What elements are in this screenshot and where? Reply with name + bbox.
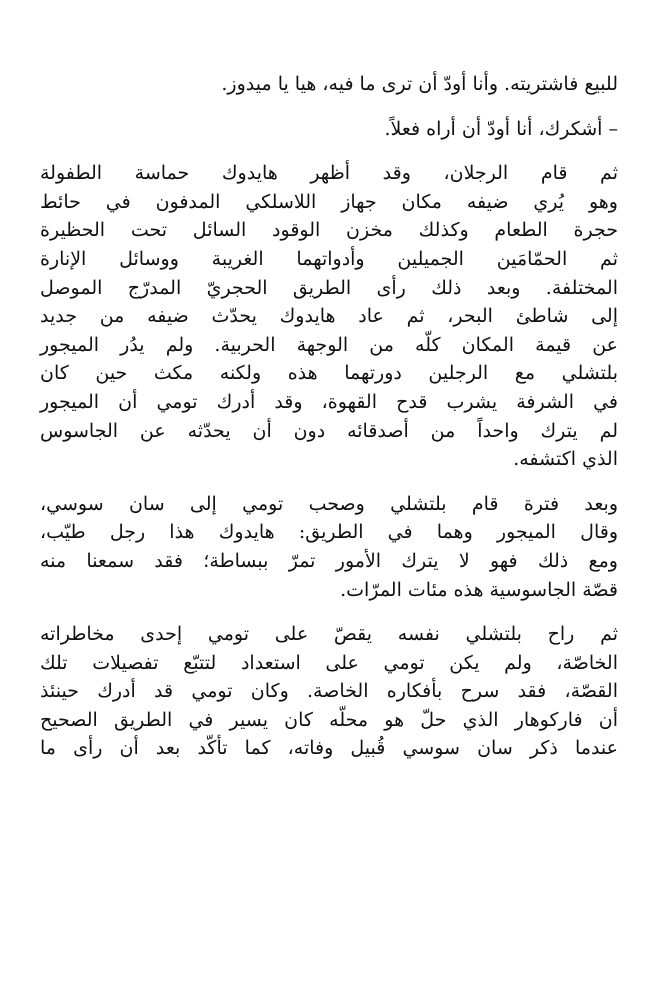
text-line: وبعد فترة قام بلتشلي وصحب تومي إلى سان سوسي، <box>40 492 618 515</box>
text-line: ثم راح بلتشلي نفسه يقصّ على تومي إحدى مخاطراته <box>40 623 618 646</box>
paragraph-dialogue <box>40 115 618 144</box>
text-line: الخاصّة، ولم يكن تومي على استعداد لتتبّع تفصيلات تلك <box>40 651 618 674</box>
text-line: للبيع فاشتريته. وأنا أودّ أن ترى ما فيه، هيا يا ميدوز. <box>221 73 618 95</box>
text-line: بلتشلي مع الرجلين دورتهما هذه ولكنه مكث حين كان <box>40 362 618 385</box>
text-line: المختلفة. وبعد ذلك رأى الطريق الحجريّ المدرّج الموصل <box>40 276 618 299</box>
paragraph-walk <box>40 490 618 604</box>
paragraph-story <box>40 620 618 763</box>
paragraph-opening <box>40 70 618 99</box>
text-line: أن فاركوهار الذي حلّ هو محلّه كان يسير في الطريق الصحيح <box>40 708 618 731</box>
text-line: وقال الميجور وهما في الطريق: هايدوك هذا رجل طيّب، <box>40 521 618 544</box>
text-line: إلى شاطئ البحر، ثم عاد هايدوك يحدّث ضيفه من جديد <box>40 305 618 328</box>
text-line: عن قيمة المكان كلّه من الوجهة الحربية. ولم يدُر الميجور <box>40 333 618 356</box>
paragraph-house-tour <box>40 159 618 474</box>
text-line: – أشكرك، أنا أودّ أن أراه فعلاً. <box>384 117 618 140</box>
text-line: ثم قام الرجلان، وقد أظهر هايدوك حماسة الطفولة <box>40 162 618 185</box>
text-line: الذي اكتشفه. <box>513 448 618 471</box>
text-line: القصّة، فقد سرح بأفكاره الخاصة. وكان تومي قد أدرك حينئذ <box>40 680 618 703</box>
book-page <box>40 70 618 763</box>
text-line: ومع ذلك فهو لا يترك الأمور تمرّ ببساطة؛ فقد سمعنا منه <box>40 549 618 572</box>
text-line: لم يترك واحداً من أصدقائه دون أن يحدّثه عن الجاسوس <box>40 419 618 442</box>
text-line: وهو يُري ضيفه مكان جهاز اللاسلكي المدفون في حائط <box>40 190 618 213</box>
text-line: حجرة الطعام وكذلك مخزن الوقود السائل تحت الحظيرة <box>40 219 618 242</box>
text-line: ثم الحمّامَين الجميلين وأدواتهما الغريبة ووسائل الإنارة <box>40 247 618 270</box>
text-line: عندما ذكر سان سوسي قُبيل وفاته، كما تأكّد بعد أن رأى ما <box>40 737 618 760</box>
text-line: في الشرفة يشرب قدح القهوة، وقد أدرك تومي أن الميجور <box>40 390 618 413</box>
text-line: قصّة الجاسوسية هذه مئات المرّات. <box>340 578 618 601</box>
